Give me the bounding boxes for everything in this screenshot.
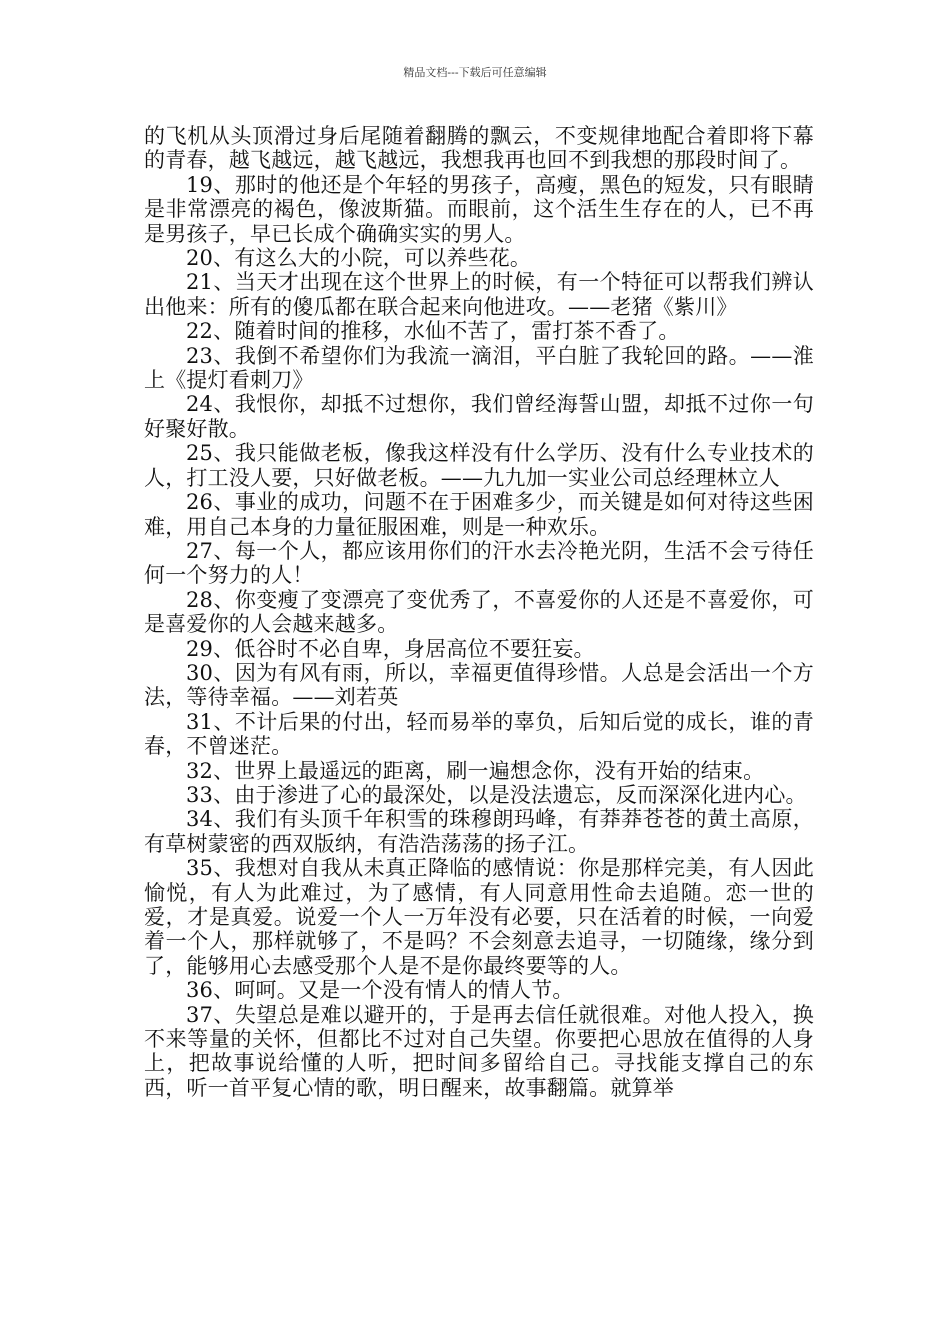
paragraph: 36、呵呵。又是一个没有情人的情人节。 — [186, 978, 574, 1003]
paragraph: 34、我们有头顶千年积雪的珠穆朗玛峰，有莽莽苍苍的黄土高原，有草树蒙密的西双版纳，有浩浩荡荡的扬子江。 — [144, 807, 814, 856]
paragraph: 24、我恨你，却抵不过想你，我们曾经海誓山盟，却抵不过你一句好聚好散。 — [144, 392, 814, 441]
paragraph: 30、因为有风有雨，所以，幸福更值得珍惜。人总是会活出一个方法，等待幸福。——刘若英 — [144, 660, 814, 710]
paragraph: 20、有这么大的小院，可以养些花。 — [186, 246, 532, 271]
paragraph: 25、我只能做老板，像我这样没有什么学历、没有什么专业技术的人，打工没人要，只好做老板。——九九加一实业公司总经理林立人 — [144, 441, 814, 490]
page-header: 精品文档---下载后可任意编辑 — [403, 66, 547, 79]
paragraph: 22、随着时间的推移，水仙不苦了，雷打茶不香了。 — [186, 319, 680, 344]
paragraph: 27、每一个人，都应该用你们的汗水去冷艳光阴，生活不会亏待任何一个努力的人！ — [144, 538, 814, 588]
paragraph: 的飞机从头顶滑过身后尾随着翻腾的飘云，不变规律地配合着即将下幕的青春，越飞越远，越飞越远，我想我再也回不到我想的那段时间了。 — [144, 124, 814, 173]
paragraph: 31、不计后果的付出，轻而易举的辜负，后知后觉的成长，谁的青春，不曾迷茫。 — [144, 709, 814, 759]
paragraph: 35、我想对自我从未真正降临的感情说：你是那样完美，有人因此愉悦，有人为此难过，为了感情，有人同意用性命去追随。恋一世的爱，才是真爱。说爱一个人一万年没有必要，只在活着的时候，一向爱着一个人，那样就够了，不是吗？不会刻意去追寻，一切随缘，缘分到了，能够用心去感受那个人是不是你最终要等的人。 — [144, 856, 814, 978]
paragraph: 37、失望总是难以避开的，于是再去信任就很难。对他人投入，换不来等量的关怀，但都比不过对自己失望。你要把心思放在值得的人身上，把故事说给懂的人听，把时间多留给自己。寻找能支撑自己的东西，听一首平复心情的歌，明日醒来，故事翻篇。就算举 — [144, 1002, 814, 1100]
paragraph: 29、低谷时不必自卑，身居高位不要狂妄。 — [186, 636, 595, 661]
paragraph: 32、世界上最遥远的距离，刷一遍想念你，没有开始的结束。 — [186, 758, 765, 783]
document-body — [144, 124, 814, 1100]
paragraph: 21、当天才出现在这个世界上的时候，有一个特征可以帮我们辨认出他来：所有的傻瓜都在联合起来向他进攻。——老猪《紫川》 — [144, 270, 814, 319]
paragraph: 28、你变瘦了变漂亮了变优秀了，不喜爱你的人还是不喜爱你，可是喜爱你的人会越来越多。 — [144, 587, 814, 637]
paragraph: 19、那时的他还是个年轻的男孩子，高瘦，黑色的短发，只有眼睛是非常漂亮的褐色，像波斯猫。而眼前，这个活生生存在的人，已不再是男孩子，早已长成个确确实实的男人。 — [144, 172, 814, 246]
paragraph: 26、事业的成功，问题不在于困难多少，而关键是如何对待这些困难，用自己本身的力量征服困难，则是一种欢乐。 — [144, 490, 814, 539]
paragraph: 23、我倒不希望你们为我流一滴泪，平白脏了我轮回的路。——淮上《提灯看刺刀》 — [144, 343, 814, 393]
paragraph: 33、由于渗进了心的最深处，以是没法遗忘，反而深深化进内心。 — [186, 782, 807, 807]
